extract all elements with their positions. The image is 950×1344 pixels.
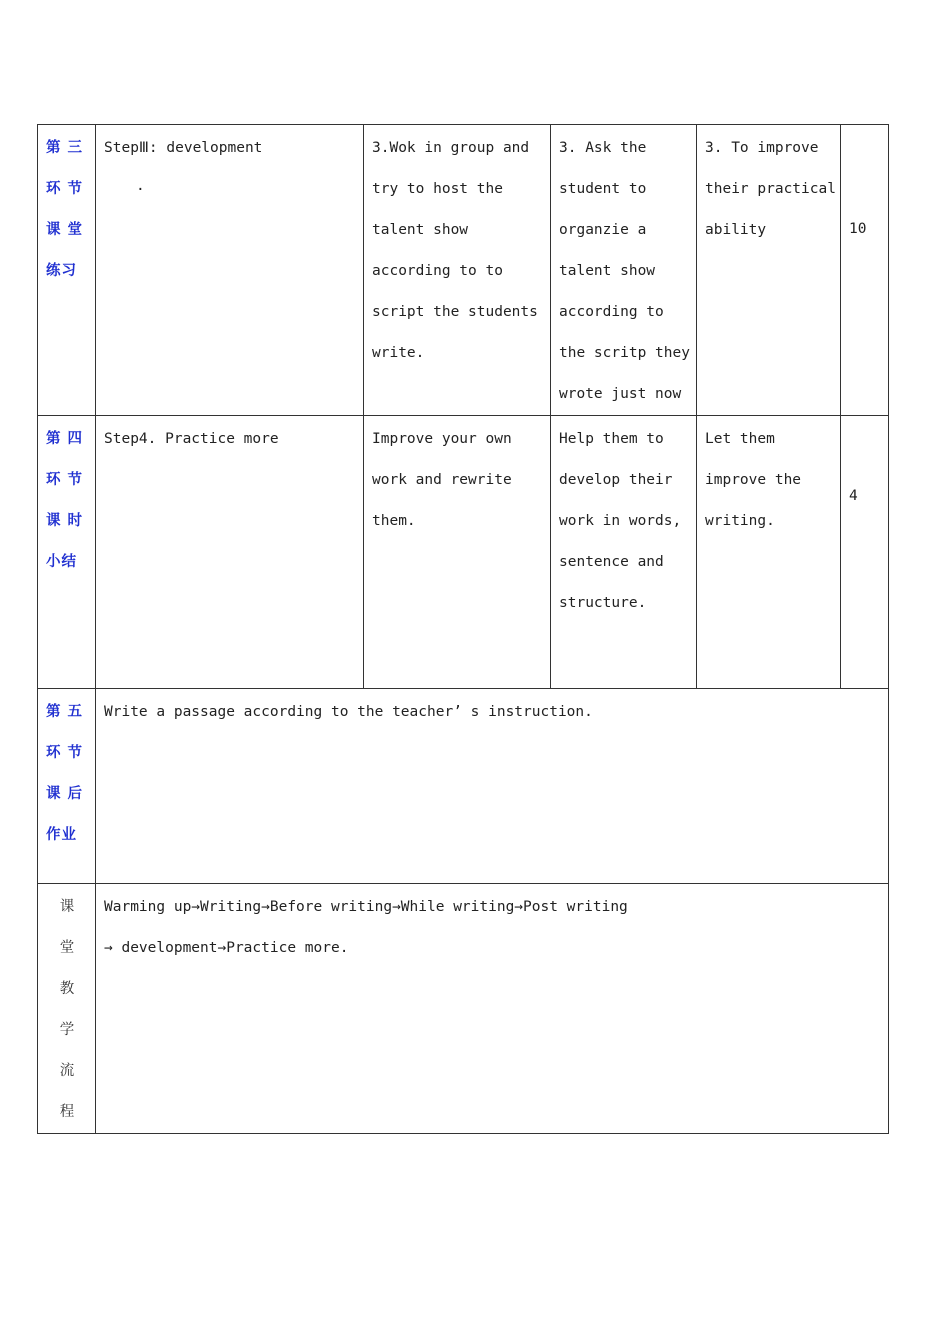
teacher-line: structure. [559, 595, 647, 611]
stage-label-line: 第 三 [46, 140, 84, 156]
teacher-line: 3. Ask the [559, 140, 647, 156]
flow-label-char: 程 [59, 1104, 75, 1120]
teacher-line: according to [559, 304, 664, 320]
teacher-line: Help them to [559, 431, 664, 447]
flow-cell [96, 884, 889, 1134]
activity-line: them. [372, 513, 416, 529]
teacher-line: talent show [559, 263, 656, 279]
stage-label-line: 练习 [46, 263, 77, 279]
stage-label-cell [38, 689, 96, 884]
purpose-line: improve the [705, 472, 802, 488]
flow-label-cell [38, 884, 96, 1134]
table-row [38, 416, 889, 689]
purpose-line: Let them [705, 431, 775, 447]
stage-label-cell [38, 416, 96, 689]
flow-label-char: 教 [59, 981, 75, 997]
flow-label-char: 流 [59, 1063, 75, 1079]
stage-label-line: 作业 [46, 827, 77, 843]
purpose-line: their practical [705, 181, 836, 197]
teacher-activity-cell [551, 416, 697, 689]
activity-line: Improve your own [372, 431, 512, 447]
stage-label-line: 第 四 [46, 431, 84, 447]
stage-label-line: 课 时 [46, 513, 84, 529]
stage-label-line: 小结 [46, 554, 77, 570]
purpose-cell [697, 416, 841, 689]
table-row [38, 689, 889, 884]
stage-label-line: 环 节 [46, 472, 84, 488]
table-row [38, 884, 889, 1134]
step-title: StepⅢ: development [104, 140, 263, 156]
stage-label-line: 第 五 [46, 704, 84, 720]
activity-line: talent show [372, 222, 469, 238]
minutes-value: 4 [849, 488, 858, 504]
teacher-line: develop their [559, 472, 673, 488]
flow-label-char: 课 [59, 899, 75, 915]
homework-text: Write a passage according to the teacher’ s instruction. [104, 704, 593, 720]
flow-label-char: 学 [59, 1022, 75, 1038]
teacher-line: work in words, [559, 513, 682, 529]
minutes-value: 10 [849, 221, 867, 237]
minutes-cell [841, 416, 889, 689]
homework-cell [96, 689, 889, 884]
teacher-line: the scritp they [559, 345, 690, 361]
step-cell [96, 125, 364, 416]
teacher-line: sentence and [559, 554, 664, 570]
stage-label-line: 课 后 [46, 786, 84, 802]
activity-line: write. [372, 345, 425, 361]
teacher-line: wrote just now [559, 386, 682, 402]
purpose-line: ability [705, 222, 767, 238]
purpose-line: 3. To improve [705, 140, 819, 156]
stage-label-line: 环 节 [46, 745, 84, 761]
activity-line: 3.Wok in group and [372, 140, 530, 156]
table-row [38, 125, 889, 416]
teacher-line: organzie a [559, 222, 647, 238]
purpose-line: writing. [705, 513, 775, 529]
flow-label-char: 堂 [59, 940, 75, 956]
student-activity-cell [364, 416, 551, 689]
step-extra: . [136, 178, 145, 194]
activity-line: work and rewrite [372, 472, 512, 488]
teacher-line: student to [559, 181, 647, 197]
minutes-cell [841, 125, 889, 416]
activity-line: try to host the [372, 181, 503, 197]
step-title: Step4. Practice more [104, 431, 279, 447]
teacher-activity-cell [551, 125, 697, 416]
flow-line: → development→Practice more. [104, 940, 349, 956]
lesson-plan-table [37, 124, 889, 1134]
activity-line: according to to [372, 263, 503, 279]
step-cell [96, 416, 364, 689]
student-activity-cell [364, 125, 551, 416]
stage-label-line: 课 堂 [46, 222, 84, 238]
activity-line: script the students [372, 304, 538, 320]
purpose-cell [697, 125, 841, 416]
stage-label-cell [38, 125, 96, 416]
stage-label-line: 环 节 [46, 181, 84, 197]
flow-line: Warming up→Writing→Before writing→While writing→Post writing [104, 899, 628, 915]
